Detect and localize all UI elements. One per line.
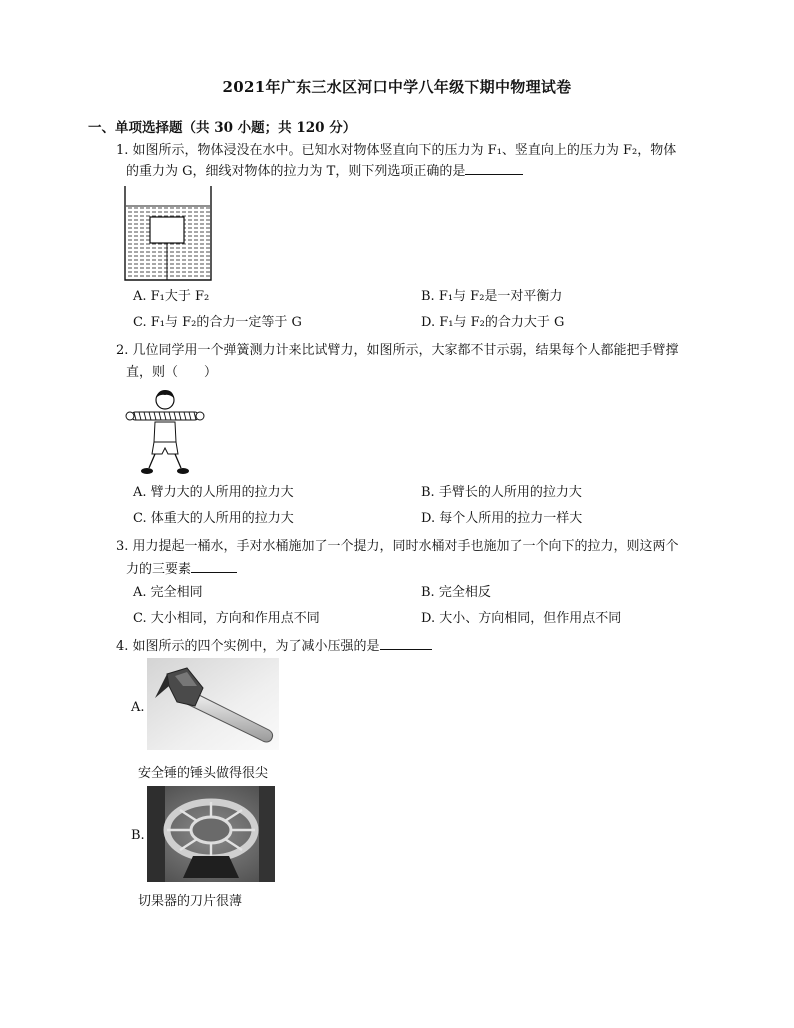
question-2-stem-line1: 2. 几位同学用一个弹簧测力计来比试臂力，如图所示，大家都不甘示弱，结果每个人都能把手臂撑 (116, 343, 679, 358)
question-3-stem-text: 力的三要素 (126, 562, 192, 577)
q1-option-b: B. F₁与 F₂是一对平衡力 (421, 289, 563, 304)
answer-blank (465, 160, 523, 175)
boy-shorts (152, 442, 178, 454)
q4-option-b-caption: 切果器的刀片很薄 (138, 894, 243, 909)
question-1-stem-text: 的重力为 G，细线对物体的拉力为 T，则下列选项正确的是 (126, 164, 466, 179)
right-hand-shadow (259, 786, 275, 882)
right-hand (196, 412, 204, 420)
q4-option-a-label: A. (131, 700, 145, 715)
q2-option-a: A. 臂力大的人所用的拉力大 (133, 485, 294, 500)
q2-option-c: C. 体重大的人所用的拉力大 (133, 511, 294, 526)
q2-option-b: B. 手臂长的人所用的拉力大 (421, 485, 582, 500)
section-heading: 一、单项选择题（共 30 小题；共 120 分） (88, 120, 357, 136)
question-4-stem-text: 4. 如图所示的四个实例中，为了减小压强的是 (116, 639, 380, 654)
left-hand (126, 412, 134, 420)
boy-legs (149, 454, 181, 468)
q3-option-a: A. 完全相同 (133, 585, 203, 600)
question-1-stem-line2 (126, 160, 523, 184)
question-2-stem-line2: 直，则（ ） (126, 365, 218, 380)
beaker-figure (122, 186, 214, 282)
right-shoe (177, 468, 189, 474)
fruit-cutter-photo (147, 786, 275, 882)
spring-boy-figure (124, 388, 206, 478)
answer-blank (191, 558, 237, 573)
safety-hammer-photo (147, 658, 279, 750)
q4-option-b-label: B. (131, 828, 145, 843)
left-hand-shadow (147, 786, 165, 882)
answer-blank (380, 635, 432, 650)
q3-option-b: B. 完全相反 (421, 585, 491, 600)
left-shoe (141, 468, 153, 474)
q3-option-d: D. 大小、方向相同，但作用点不同 (421, 611, 622, 626)
submerged-block (150, 217, 184, 243)
q3-option-c: C. 大小相同，方向和作用点不同 (133, 611, 320, 626)
page-title: 2021年广东三水区河口中学八年级下期中物理试卷 (222, 78, 572, 96)
q1-option-c: C. F₁与 F₂的合力一定等于 G (133, 315, 302, 330)
q2-option-d: D. 每个人所用的拉力一样大 (421, 511, 583, 526)
q1-option-d: D. F₁与 F₂的合力大于 G (421, 315, 565, 330)
question-1-stem-line1: 1. 如图所示，物体浸没在水中。已知水对物体竖直向下的压力为 F₁、竖直向上的压力为 F₂，物体 (116, 143, 677, 158)
boy-torso (154, 422, 176, 442)
q4-option-a-caption: 安全锤的锤头做得很尖 (138, 766, 269, 781)
q1-option-a: A. F₁大于 F₂ (133, 289, 210, 304)
question-3-stem-line1: 3. 用力提起一桶水，手对水桶施加了一个提力，同时水桶对手也施加了一个向下的拉力，则这两个 (116, 539, 679, 554)
